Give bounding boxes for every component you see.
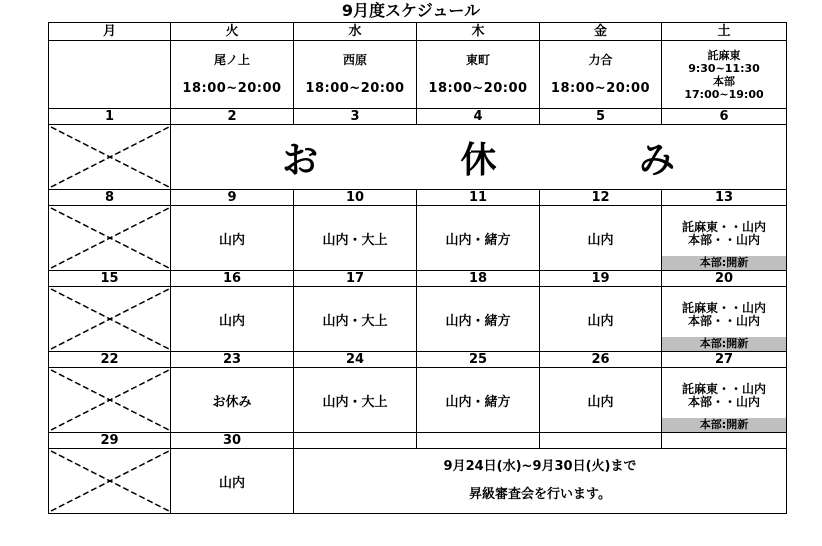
date-row: [49, 190, 787, 206]
location-time: 18:00~20:00: [550, 81, 651, 96]
cross-mark-icon: [49, 287, 171, 351]
closed-cell: [49, 125, 171, 190]
date-cell: 17: [294, 271, 417, 287]
date-cell: 4: [417, 109, 540, 125]
saturday-line: 本部・・山内: [687, 314, 760, 328]
location-time: 18:00~20:00: [305, 81, 405, 96]
weekday-mon: 月: [49, 23, 171, 41]
instructor-cell: 山内: [171, 449, 294, 514]
saturday-line: 託麻東・・山内: [681, 220, 766, 234]
closed-cell: [49, 287, 171, 352]
notice-line: 9月24日(水)~9月30日(火)まで: [443, 459, 637, 474]
instructor-cell: 山内・緒方: [417, 206, 540, 271]
date-cell: [540, 433, 662, 449]
location-row: [49, 41, 787, 109]
location-sat: [662, 41, 787, 109]
date-cell: 19: [540, 271, 662, 287]
closed-cell: [49, 368, 171, 433]
location-wed: [294, 41, 417, 109]
weekday-tue: 火: [171, 23, 294, 41]
weekday-wed: 水: [294, 23, 417, 41]
instructor-cell: 山内・緒方: [417, 368, 540, 433]
location-place: 尾ノ上: [213, 53, 250, 67]
location-sat-line1: 託麻東: [707, 48, 741, 62]
instructor-cell: 山内: [171, 287, 294, 352]
location-time: 18:00~20:00: [428, 81, 528, 96]
schedule-table: [48, 22, 787, 514]
date-row: [49, 271, 787, 287]
date-row: [49, 433, 787, 449]
location-thu: [417, 41, 540, 109]
date-cell: 8: [49, 190, 171, 206]
location-place: 東町: [465, 53, 490, 67]
location-tue: [171, 41, 294, 109]
closed-cell: [49, 449, 171, 514]
instructor-cell: 山内: [540, 368, 662, 433]
date-cell: [294, 433, 417, 449]
holiday-char: み: [638, 139, 675, 181]
cross-mark-icon: [49, 368, 171, 432]
schedule-title: 9月度スケジュール: [341, 1, 481, 20]
date-cell: 22: [49, 352, 171, 368]
saturday-line: 本部・・山内: [687, 233, 760, 247]
weekday-fri: 金: [540, 23, 662, 41]
saturday-line: 託麻東・・山内: [681, 301, 766, 315]
saturday-cell: [662, 287, 787, 352]
saturday-cell: [662, 368, 787, 433]
weekday-thu: 木: [417, 23, 540, 41]
location-mon: [49, 41, 171, 109]
notice-line: 昇級審査会を行います。: [469, 487, 611, 502]
date-row: [49, 352, 787, 368]
week-row: [49, 368, 787, 433]
instructor-cell: 山内・大上: [294, 206, 417, 271]
week-row: [49, 125, 787, 190]
saturday-note: 本部:開新: [662, 418, 786, 432]
location-sat-line4: 17:00~19:00: [684, 87, 764, 101]
date-cell: 20: [662, 271, 787, 287]
date-cell: 26: [540, 352, 662, 368]
saturday-note: 本部:開新: [662, 256, 786, 270]
date-cell: 15: [49, 271, 171, 287]
instructor-cell: 山内・緒方: [417, 287, 540, 352]
saturday-note: 本部:開新: [662, 337, 786, 351]
date-cell: 11: [417, 190, 540, 206]
week-row: [49, 287, 787, 352]
date-cell: [417, 433, 540, 449]
date-cell: [662, 433, 787, 449]
date-cell: 2: [171, 109, 294, 125]
notice-cell: [294, 449, 787, 514]
holiday-char: お: [282, 139, 319, 181]
cross-mark-icon: [49, 449, 171, 513]
week-row: [49, 449, 787, 514]
date-cell: 13: [662, 190, 787, 206]
date-row: [49, 109, 787, 125]
instructor-cell: 山内: [540, 206, 662, 271]
date-cell: 25: [417, 352, 540, 368]
date-cell: 16: [171, 271, 294, 287]
cross-mark-icon: [49, 125, 171, 189]
closed-cell: [49, 206, 171, 271]
date-cell: 10: [294, 190, 417, 206]
date-cell: 12: [540, 190, 662, 206]
weekday-header-row: [49, 23, 787, 41]
date-cell: 29: [49, 433, 171, 449]
instructor-cell: 山内・大上: [294, 368, 417, 433]
date-cell: 6: [662, 109, 787, 125]
saturday-cell: [662, 206, 787, 271]
date-cell: 9: [171, 190, 294, 206]
date-cell: 18: [417, 271, 540, 287]
location-fri: [540, 41, 662, 109]
instructor-cell: お休み: [171, 368, 294, 433]
saturday-line: 託麻東・・山内: [681, 382, 766, 396]
instructor-cell: 山内・大上: [294, 287, 417, 352]
holiday-char: 休: [460, 139, 497, 181]
date-cell: 1: [49, 109, 171, 125]
location-place: 力合: [588, 53, 613, 67]
instructor-cell: 山内: [540, 287, 662, 352]
date-cell: 23: [171, 352, 294, 368]
date-cell: 27: [662, 352, 787, 368]
weekday-sat: 土: [662, 23, 787, 41]
location-sat-line2: 9:30~11:30: [688, 61, 760, 75]
holiday-cell: [171, 125, 787, 190]
location-time: 18:00~20:00: [182, 81, 282, 96]
instructor-cell: 山内: [171, 206, 294, 271]
date-cell: 24: [294, 352, 417, 368]
saturday-line: 本部・・山内: [687, 395, 760, 409]
location-sat-line3: 本部: [713, 74, 735, 88]
location-place: 西原: [342, 53, 367, 67]
date-cell: 30: [171, 433, 294, 449]
date-cell: 3: [294, 109, 417, 125]
date-cell: 5: [540, 109, 662, 125]
week-row: [49, 206, 787, 271]
cross-mark-icon: [49, 206, 171, 270]
